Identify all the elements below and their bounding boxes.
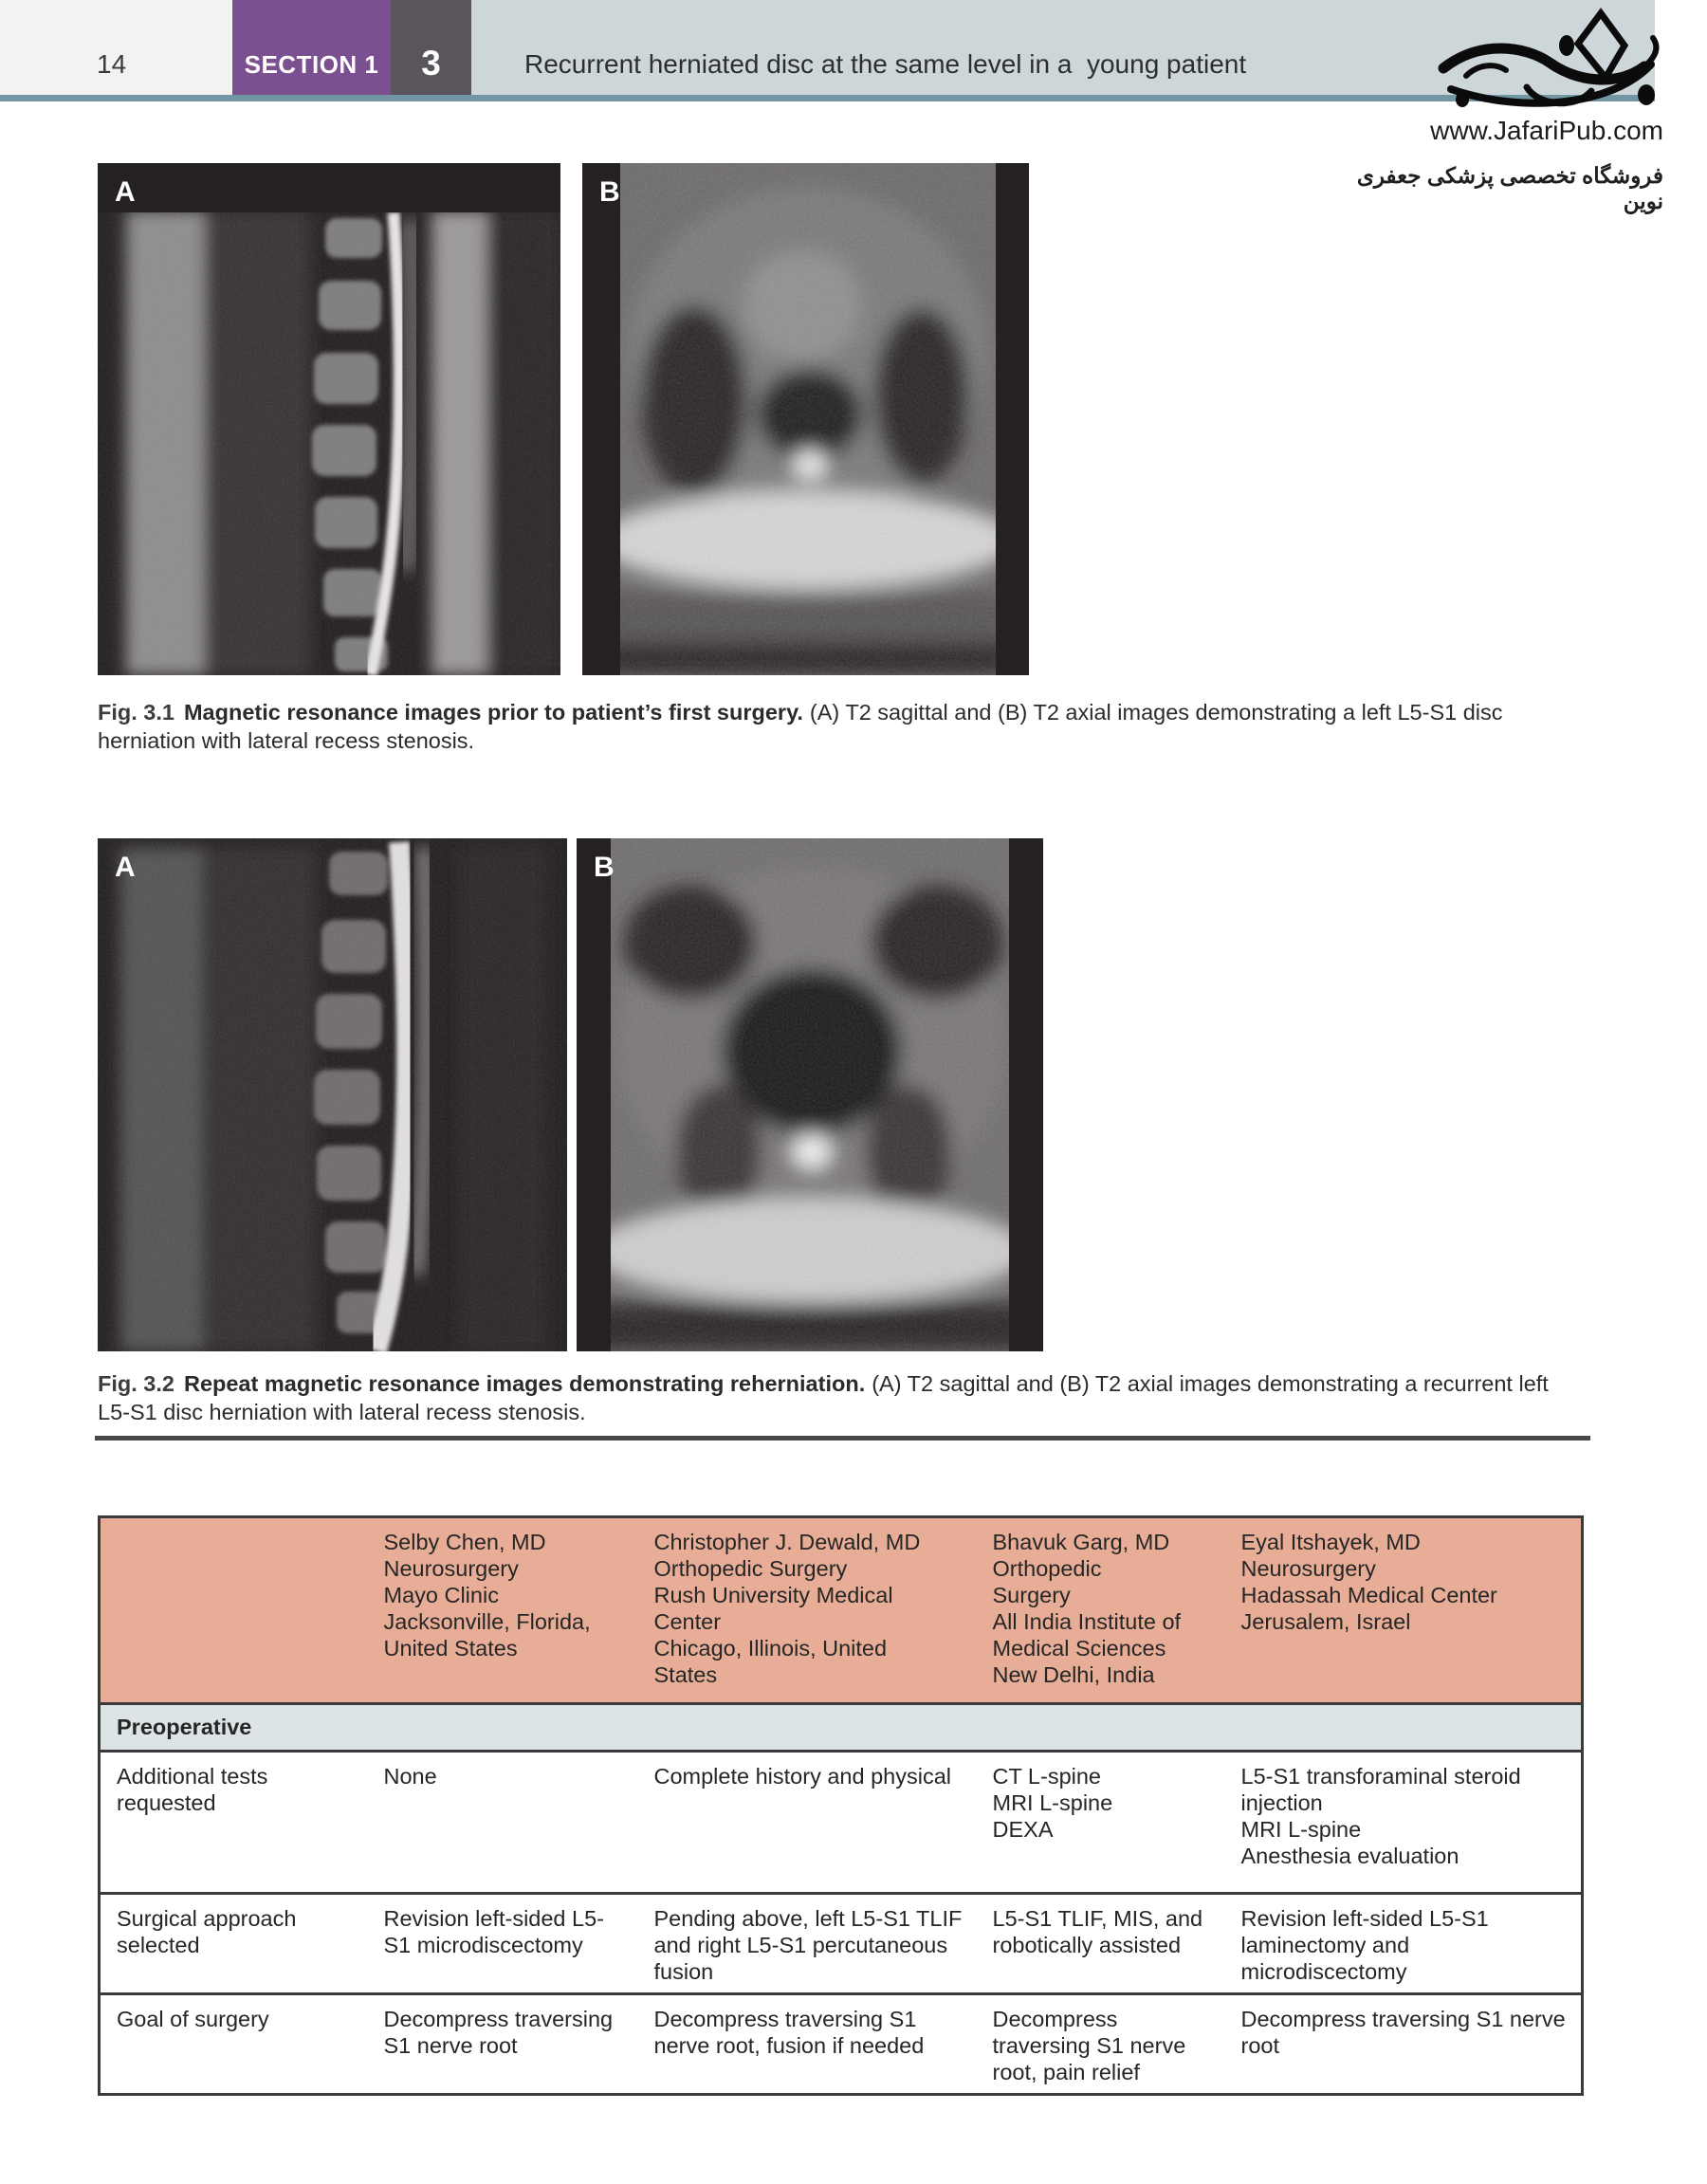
axial-mri-image <box>577 838 1043 1351</box>
fig3-1-caption-title: Magnetic resonance images prior to patient’s first surgery. <box>183 700 803 725</box>
fig3-2-caption <box>98 1369 1585 1426</box>
preoperative-section-label: Preoperative <box>117 1715 252 1739</box>
fig3-2-caption-text: (A) T2 sagittal and (B) T2 axial images demonstrating a recurrent left L5-S1 disc herniation with lateral recess stenosis. <box>98 1371 1549 1424</box>
panel-label-b: B <box>594 852 615 883</box>
fig3-2-panel-b-axial-mri <box>577 838 1043 1351</box>
section-label: SECTION 1 <box>244 50 379 79</box>
sagittal-mri-image <box>98 838 567 1351</box>
fig3-2-caption-title: Repeat magnetic resonance images demonstrating reherniation. <box>183 1371 866 1396</box>
fig3-2-caption-number: Fig. 3.2 <box>98 1371 174 1396</box>
expert-header-dewald: Christopher J. Dewald, MD Orthopedic Surgery Rush University Medical Center Chicago, Illinois, United States <box>653 1530 921 1687</box>
chapter-number-badge <box>391 0 471 95</box>
sagittal-mri-image <box>98 163 560 675</box>
fig3-1-caption <box>98 698 1585 755</box>
expert-header-chen: Selby Chen, MD Neurosurgery Mayo Clinic Jacksonville, Florida, United States <box>383 1530 591 1661</box>
section-divider-rule <box>95 1436 1590 1441</box>
expert-header-row <box>100 1517 1583 1704</box>
answer-cell-chen: Revision left-sided L5-S1 microdiscectomy <box>383 1906 604 1957</box>
answer-cell-itshayek: Revision left-sided L5-S1 laminectomy and microdiscectomy <box>1240 1906 1489 1984</box>
panel-label-a: A <box>115 852 136 883</box>
fig3-1-panel-b-axial-mri <box>582 163 1029 675</box>
chapter-number: 3 <box>421 44 441 83</box>
section-badge <box>232 0 391 95</box>
table-row-goal-of-surgery <box>100 1994 1583 2095</box>
panel-label-a: A <box>115 176 136 208</box>
row-label-cell: Goal of surgery <box>117 2007 269 2031</box>
answer-cell-dewald: Complete history and physical <box>653 1764 951 1789</box>
page-number: 14 <box>97 49 127 79</box>
panel-label-b: B <box>599 176 620 208</box>
answer-cell-garg: L5-S1 TLIF, MIS, and robotically assisted <box>992 1906 1203 1957</box>
fig3-1-panel-a-sagittal-mri <box>98 163 560 675</box>
chapter-title: Recurrent herniated disc at the same level in a young patient <box>524 49 1247 79</box>
answer-cell-chen: Decompress traversing S1 nerve root <box>383 2007 614 2058</box>
jafari-calligraphy-logo-icon <box>1434 8 1660 114</box>
expert-header-itshayek: Eyal Itshayek, MD Neurosurgery Hadassah Medical Center Jerusalem, Israel <box>1240 1530 1497 1634</box>
answer-cell-itshayek: L5-S1 transforaminal steroid injection MRI L-spine Anesthesia evaluation <box>1240 1764 1521 1868</box>
answer-cell-garg: Decompress traversing S1 nerve root, pain relief <box>992 2007 1186 2084</box>
answer-cell-chen: None <box>383 1764 437 1789</box>
publisher-url: www.JafariPub.com <box>1430 116 1663 145</box>
fig3-2-panel-a-sagittal-mri <box>98 838 567 1351</box>
fig3-1-caption-number: Fig. 3.1 <box>98 700 174 725</box>
table-row-surgical-approach <box>100 1894 1583 1994</box>
publisher-tagline-farsi: فروشگاه تخصصی پزشکی جعفری نوین <box>1356 163 1663 213</box>
publisher-branding <box>1322 8 1663 214</box>
preoperative-section-row <box>100 1704 1583 1752</box>
page-number-area <box>0 0 232 95</box>
expert-header-garg: Bhavuk Garg, MD Orthopedic Surgery All India Institute of Medical Sciences New Delhi, India <box>992 1530 1182 1687</box>
fig3-1-caption-text: (A) T2 sagittal and (B) T2 axial images demonstrating a left L5-S1 disc herniation with lateral recess stenosis. <box>98 700 1503 753</box>
empty-header-cell <box>100 1517 368 1704</box>
expert-opinion-table <box>98 1515 1584 2096</box>
row-label-cell: Surgical approach selected <box>117 1906 297 1957</box>
answer-cell-dewald: Decompress traversing S1 nerve root, fusion if needed <box>653 2007 925 2058</box>
answer-cell-itshayek: Decompress traversing S1 nerve root <box>1240 2007 1566 2058</box>
table-row-additional-tests <box>100 1752 1583 1894</box>
axial-mri-image <box>582 163 1029 675</box>
answer-cell-garg: CT L-spine MRI L-spine DEXA <box>992 1764 1113 1842</box>
row-label-cell: Additional tests requested <box>117 1764 268 1815</box>
answer-cell-dewald: Pending above, left L5-S1 TLIF and right L5-S1 percutaneous fusion <box>653 1906 963 1984</box>
